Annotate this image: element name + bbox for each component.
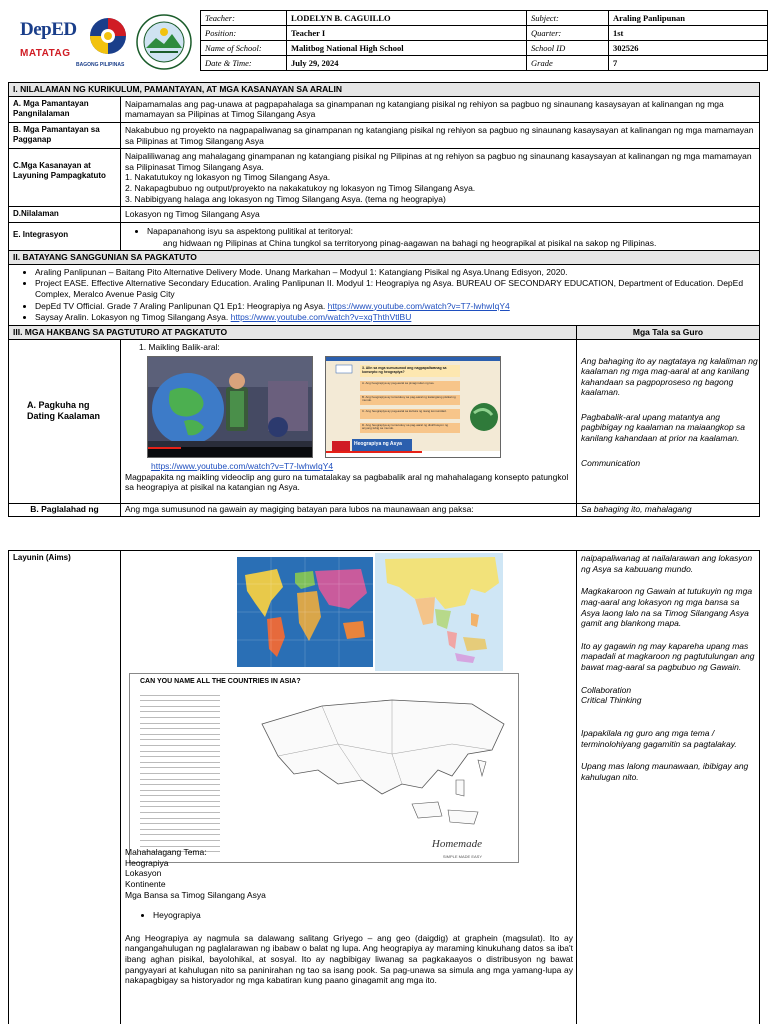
- themes-block: [125, 847, 573, 986]
- section-3-header: [9, 326, 759, 340]
- blank-map-outline-icon: [242, 684, 514, 850]
- row-label: E. Integrasyon: [9, 223, 121, 250]
- info-label: Name of School:: [201, 41, 287, 56]
- theme-item: Mga Bansa sa Timog Silangang Asya: [125, 889, 266, 900]
- reference-item: [35, 278, 755, 299]
- teacher-note: Pagbabalik-aral upang matantya ang pagbibigay ng kaalaman na maiaangkop sa kanilang kahandaan at prior na kaalaman.: [581, 411, 745, 443]
- reference-text: Saysay Aralin. Lokasyon ng Timog Silangang Asya.: [35, 312, 231, 323]
- video-controls[interactable]: [326, 451, 500, 457]
- info-label: Teacher:: [201, 11, 287, 26]
- deped-seal-icon: [136, 14, 192, 70]
- quiz-option: C. Ang heograpiya ay pag-aaral sa kultura ng isang komunidad.: [362, 408, 447, 413]
- info-value: Teacher I: [287, 26, 527, 41]
- video-thumbnail-1[interactable]: [147, 356, 313, 458]
- video-controls[interactable]: [148, 447, 312, 457]
- teacher-info-table: [200, 10, 768, 71]
- row-label: A. Mga Pamantayan Pangnilalaman: [9, 97, 121, 122]
- activity-description: Magpapakita ng maikling videoclip ang guro na tumatalakay sa pagbabalik aral ng mahahalagang konsepto patungkol sa heograpiya at pisikal na katangian ng Asya.: [125, 471, 569, 493]
- objective-item: 3. Nabibigyang halaga ang lokasyon ng Timog Silangang Asya. (tema ng heograpiya): [125, 193, 446, 204]
- teacher-note: Ang bahaging ito ay nagtataya ng kalaliman ng kaalaman ng mga mag-aaral at ang kanilang kahandaan sa pagpoproseso ng bagong kaalaman.: [581, 355, 758, 398]
- video-progress[interactable]: [326, 451, 422, 453]
- paragraph: Ang Heograpiya ay nagmula sa dalawang salitang Griyego – ang geo (daigdig) at graphein (magsulat). Ito ay nangangahulugan ng paglalarawan ng ibabaw o balat ng lupa. Ang heograpiya ay maraming kinukuhang datos sa iba't ibang aghan pisikal, bayolohikal, at sosyal. Ito ay nagbibigay liwanag sa pagkakaayos o distribusyon ng bawat pangyayari at kahulugan nito sa paninirahan ng tao sa isang pook. Sa pag-unawa sa simula ang mga yamang-lupa ay nakapagbigay sa historyador ng mga kabatiran kung paano ginagamit ang mga ito.: [125, 932, 573, 986]
- deped-wordmark: DepED: [20, 19, 77, 40]
- info-value: 1st: [609, 26, 768, 41]
- info-label: School ID: [527, 41, 609, 56]
- row-text: ang hidwaan ng Pilipinas at China tungkol sa territoryong pinag-aagawan na bahagi ng heograpikal at pisikal na sakop ng Pilipinas.: [163, 237, 657, 248]
- info-value: 7: [609, 56, 768, 71]
- objective-item: 1. Nakatutukoy ng lokasyon ng Timog Silangang Asya.: [125, 172, 331, 183]
- info-label: Grade: [527, 56, 609, 71]
- notes-header: Mga Tala sa Guro: [632, 326, 704, 337]
- reference-text: Project EASE. Effective Alternative Secondary Education. Araling Panlipunan II. Modyul 1: Heograpiya ng Asya. BUREAU OF SECONDARY EDUCATION, Department of Education. DepEd Complex, Meralco Avenue Pasig City: [35, 278, 744, 299]
- quiz-option: A. Ang heograpiya ay pag-aaral sa pinagmulan ng tao.: [362, 380, 435, 385]
- asia-map-icon: [375, 553, 503, 671]
- info-value: Malitbog National High School: [287, 41, 527, 56]
- row-label: Layunin (Aims): [9, 551, 121, 1024]
- bullet-list: [125, 910, 573, 921]
- theme-item: Lokasyon: [125, 868, 162, 879]
- info-value: 302526: [609, 41, 768, 56]
- activity-cell: [121, 551, 577, 1024]
- blank-asia-map-worksheet: [129, 673, 519, 863]
- teacher-note: Collaboration Critical Thinking: [581, 684, 642, 706]
- row-pagkuha-ng-dating-kaalaman: [9, 340, 759, 504]
- lesson-header: [8, 8, 760, 74]
- bullet-list: [125, 226, 755, 237]
- page-2-table: [8, 550, 760, 1024]
- row-label: A. Pagkuha ng Dating Kaalaman: [27, 399, 101, 421]
- teacher-note: Magkakaroon ng Gawain at tutukuyin ng mga mag-aaral ang lokasyon ng mga bansa sa Asya laong lalo na sa Timog Silangang Asya gamit ang blankong mapa.: [581, 586, 753, 629]
- info-label: Quarter:: [527, 26, 609, 41]
- objective-item: 2. Nakapagbubuo ng output/proyekto na nakakatukoy ng lokasyon ng Timog Silangang Asya.: [125, 183, 476, 193]
- reference-link[interactable]: https://www.youtube.com/watch?v=xqThthVtlBU: [230, 312, 412, 323]
- row-kasanayan: [9, 149, 759, 207]
- video-progress[interactable]: [148, 447, 181, 449]
- section-2-title: II. BATAYANG SANGGUNIAN SA PAGKATUTO: [9, 251, 759, 265]
- list-item: • Napapanahong isyu sa aspektong pulitikal at teritoryal:: [147, 226, 755, 237]
- info-label: Position:: [201, 26, 287, 41]
- teacher-note: Sa bahaging ito, mahalagang: [581, 503, 692, 514]
- row-text: Naipaliliwanag ang mahalagang ginampanan ng katangiang pisikal ng Pilipinas at ng rehiyon sa pagbuo ng sinaunang kasaysayan at kalinangan ng mga mamamayan sa Pilipinasat Timog Silangang Asya.: [125, 151, 752, 172]
- row-label: B. Mga Pamantayan sa Pagganap: [9, 123, 121, 148]
- worksheet-title: CAN YOU NAME ALL THE COUNTRIES IN ASIA?: [140, 678, 301, 685]
- row-label-cell: [9, 340, 121, 503]
- teacher-note: Ito ay gagawin ng may kapareha upang mas mapadali at magkaroon ng pagtutulungan ang bawat mag-aaral sa pagbubuo ng Gawain.: [581, 640, 755, 672]
- activity-cell: [121, 340, 577, 503]
- homemade-watermark: Homemade: [431, 838, 482, 851]
- section-1-title: I. NILALAMAN NG KURIKULUM, PAMANTAYAN, AT MGA KASANAYAN SA ARALIN: [9, 83, 759, 97]
- row-label: D.Nilalaman: [9, 207, 121, 222]
- reference-item: [35, 267, 755, 278]
- theme-item: Kontinente: [125, 878, 166, 889]
- row-text: Lokasyon ng Timog Silangang Asya: [125, 209, 260, 220]
- row-paglalahad: [9, 504, 759, 516]
- info-value: LODELYN B. CAGUILLO: [287, 11, 527, 26]
- teacher-note: Communication: [581, 457, 641, 468]
- row-text: Ang mga sumusunod na gawain ay magiging batayan para lubos na maunawaan ang paksa:: [121, 504, 577, 516]
- theme-item: Heograpiya: [125, 857, 169, 868]
- world-map-icon: [237, 557, 373, 667]
- list-item: • Heyograpiya: [153, 910, 573, 921]
- info-label: Subject:: [527, 11, 609, 26]
- bagong-pilipinas-label: BAGONG PILIPINAS: [76, 62, 125, 68]
- row-content: [121, 223, 759, 250]
- step-label: 1. Maikling Balik-aral:: [139, 341, 220, 352]
- homemade-subtitle: SIMPLE MADE EASY: [442, 854, 482, 859]
- row-label: C.Mga Kasanayan at Layuning Pampagkatuto: [9, 149, 121, 206]
- video-url[interactable]: https://www.youtube.com/watch?v=T7-lwhwIqY4: [151, 460, 334, 471]
- quiz-question: 3. Alin sa mga sumusunod ang nagpapaliwanag sa konsepto ng heograpiya?: [362, 365, 447, 374]
- teacher-note: naipapaliwanag at nailalarawan ang lokasyon ng Asya sa kabuuang mundo.: [581, 553, 753, 574]
- quiz-option: D. Ang heograpiya ay tumutukoy sa pag-aaral ng distribusyon ng anyong tubig sa mundo.: [362, 422, 449, 431]
- reference-list: [13, 267, 755, 323]
- row-pamantayan-pagganap: [9, 123, 759, 149]
- row-label: B. Paglalahad ng: [9, 504, 121, 516]
- references-block: [9, 265, 759, 326]
- teacher-note: Ipapakilala ng guro ang mga tema / terminolohiyang gagamitin sa pagtalakay.: [581, 727, 737, 749]
- quiz-option: B. Ang heograpiya ay tumutukoy sa pag-aaral ng katangiang pisikal ng mundo.: [362, 394, 456, 403]
- video-frame-icon: [148, 357, 313, 458]
- info-label: Date & Time:: [201, 56, 287, 71]
- row-content: [121, 149, 759, 206]
- deped-logo: [20, 18, 80, 72]
- section-3-title: III. MGA HAKBANG SA PAGTUTURO AT PAGKATUTO: [9, 326, 577, 339]
- video-link[interactable]: [151, 461, 333, 472]
- bagong-pilipinas-logo-icon: [88, 16, 128, 56]
- reference-item: [35, 301, 755, 312]
- video-title: Heograpiya ng Asya: [354, 440, 402, 447]
- reference-link[interactable]: https://www.youtube.com/watch?v=T7-lwhwIqY4: [327, 300, 510, 311]
- reference-text: DepEd TV Official. Grade 7 Araling Panlipunan Q1 Ep1: Heograpiya ng Asya.: [35, 300, 328, 311]
- logo-group: [12, 10, 202, 74]
- reference-text: Araling Panlipunan – Baitang Pito Alternative Delivery Mode. Unang Markahan – Modyul 1: Katangiang Pisikal ng Asya.Unang Edisyon, 2020.: [35, 266, 568, 277]
- matatag-label: MATATAG: [20, 47, 71, 59]
- row-pamantayan-pangnilalaman: [9, 97, 759, 123]
- themes-label: Mahahalagang Tema:: [125, 847, 207, 857]
- teacher-notes-cell: [577, 551, 759, 1024]
- teacher-notes-cell: [577, 340, 759, 503]
- lesson-plan-table: [8, 82, 760, 517]
- reference-item: [35, 312, 755, 323]
- row-text: Naipamamalas ang pag-unawa at pagpapahalaga sa ginampanan ng katangiang pisikal ng rehiyon sa pagbuo ng sinaunang kasaysayan at kalinangan ng mga mamamayan sa Pilipinas at Timog Silangang Asya: [125, 98, 724, 120]
- info-value: July 29, 2024: [287, 56, 527, 71]
- row-nilalaman: [9, 207, 759, 223]
- video-thumbnail-2[interactable]: [325, 356, 501, 458]
- row-text: Nakabubuo ng proyekto na nagpapaliwanag sa ginampanan ng katangiang pisikal ng rehiyon sa pagbuo ng sinaunang kasaysayan at kalinangan ng mga mamamayan sa Pilipinas at Timog Silangang Asya: [125, 124, 754, 146]
- row-integrasyon: [9, 223, 759, 251]
- teacher-note: Upang mas lalong maunawaan, ibibigay ang kahulugan nito.: [581, 761, 749, 782]
- info-value: Araling Panlipunan: [609, 11, 768, 26]
